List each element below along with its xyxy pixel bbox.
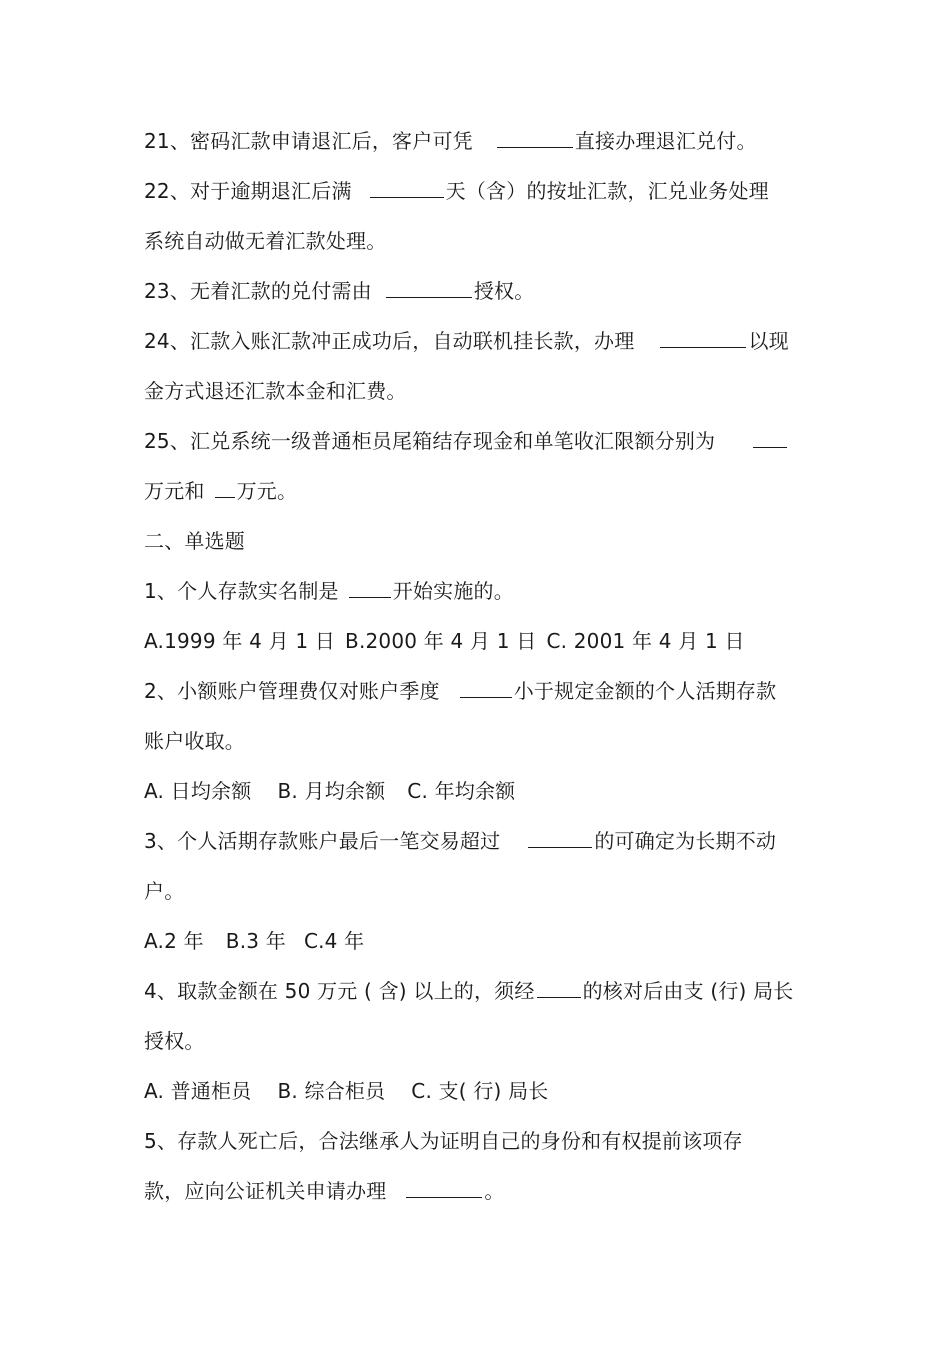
- option-c: C. 2001 年 4 月 1 日: [546, 629, 745, 653]
- question-text: 23、无着汇款的兑付需由: [144, 279, 372, 303]
- choice-options-3: [144, 927, 364, 955]
- question-21: [144, 127, 757, 155]
- question-25-continuation: [144, 477, 297, 505]
- question-text: 。: [484, 1179, 505, 1203]
- option-b: B.2000 年 4 月 1 日: [345, 629, 537, 653]
- answer-blank: [537, 977, 581, 998]
- option-a: A. 日均余额: [144, 779, 252, 803]
- option-a: A.1999 年 4 月 1 日: [144, 629, 336, 653]
- question-text: 万元和: [144, 479, 205, 503]
- question-text: 直接办理退汇兑付。: [574, 129, 757, 153]
- option-c: C.4 年: [303, 929, 365, 953]
- option-c: C. 支( 行) 局长: [411, 1079, 549, 1103]
- section-title: 二、单选题: [144, 529, 245, 553]
- question-text: 授权。: [473, 279, 535, 303]
- question-23: [144, 277, 534, 305]
- choice-question-4: [144, 977, 794, 1005]
- option-c: C. 年均余额: [407, 779, 516, 803]
- question-22-continuation: [144, 227, 386, 255]
- question-text: 21、密码汇款申请退汇后，客户可凭: [144, 129, 473, 153]
- choice-options-4: [144, 1077, 549, 1105]
- answer-blank: [460, 677, 512, 698]
- choice-question-5: [144, 1127, 743, 1155]
- answer-blank: [370, 177, 444, 198]
- choice-question-5-continuation: [144, 1177, 505, 1205]
- choice-question-2-continuation: [144, 727, 245, 755]
- question-text: 1、个人存款实名制是: [144, 579, 339, 603]
- question-text: 开始实施的。: [392, 579, 514, 603]
- choice-question-2: [144, 677, 776, 705]
- choice-options-2: [144, 777, 515, 805]
- choice-question-3-continuation: [144, 877, 184, 905]
- question-text: 小于规定金额的个人活期存款: [513, 679, 777, 703]
- question-text: 25、汇兑系统一级普通柜员尾箱结存现金和单笔收汇限额分别为: [144, 429, 716, 453]
- answer-blank: [349, 577, 391, 598]
- option-b: B. 综合柜员: [277, 1079, 386, 1103]
- answer-blank: [406, 1177, 482, 1198]
- question-text: 账户收取。: [144, 729, 245, 753]
- question-text: 以现: [748, 329, 789, 353]
- question-text: 4、取款金额在 50 万元 ( 含) 以上的，须经: [144, 979, 535, 1003]
- question-text: 的可确定为长期不动: [594, 829, 777, 853]
- question-text: 22、对于逾期退汇后满: [144, 179, 352, 203]
- option-a: A. 普通柜员: [144, 1079, 252, 1103]
- question-text: 款，应向公证机关申请办理: [144, 1179, 387, 1203]
- question-text: 3、个人活期存款账户最后一笔交易超过: [144, 829, 501, 853]
- question-text: 24、汇款入账汇款冲正成功后，自动联机挂长款，办理: [144, 329, 635, 353]
- answer-blank: [497, 127, 573, 148]
- question-text: 户。: [144, 879, 185, 903]
- option-a: A.2 年: [144, 929, 204, 953]
- question-text: 5、存款人死亡后，合法继承人为证明自己的身份和有权提前该项存: [144, 1129, 743, 1153]
- question-24: [144, 327, 789, 355]
- question-25: [144, 427, 789, 455]
- question-text: 天（含）的按址汇款，汇兑业务处理: [445, 179, 769, 203]
- question-text: 万元。: [236, 479, 298, 503]
- question-24-continuation: [144, 377, 407, 405]
- answer-blank: [753, 427, 787, 448]
- choice-question-1: [144, 577, 514, 605]
- option-b: B.3 年: [225, 929, 286, 953]
- choice-options-1: [144, 627, 745, 655]
- answer-blank: [660, 327, 746, 348]
- answer-blank: [215, 477, 235, 498]
- option-b: B. 月均余额: [277, 779, 386, 803]
- answer-blank: [528, 827, 592, 848]
- question-22: [144, 177, 769, 205]
- question-text: 2、小额账户管理费仅对账户季度: [144, 679, 440, 703]
- choice-question-4-continuation: [144, 1027, 205, 1055]
- question-text: 系统自动做无着汇款处理。: [144, 229, 387, 253]
- question-text: 的核对后由支 (行) 局长: [582, 979, 794, 1003]
- answer-blank: [386, 277, 472, 298]
- question-text: 授权。: [144, 1029, 205, 1053]
- choice-question-3: [144, 827, 776, 855]
- question-text: 金方式退还汇款本金和汇费。: [144, 379, 407, 403]
